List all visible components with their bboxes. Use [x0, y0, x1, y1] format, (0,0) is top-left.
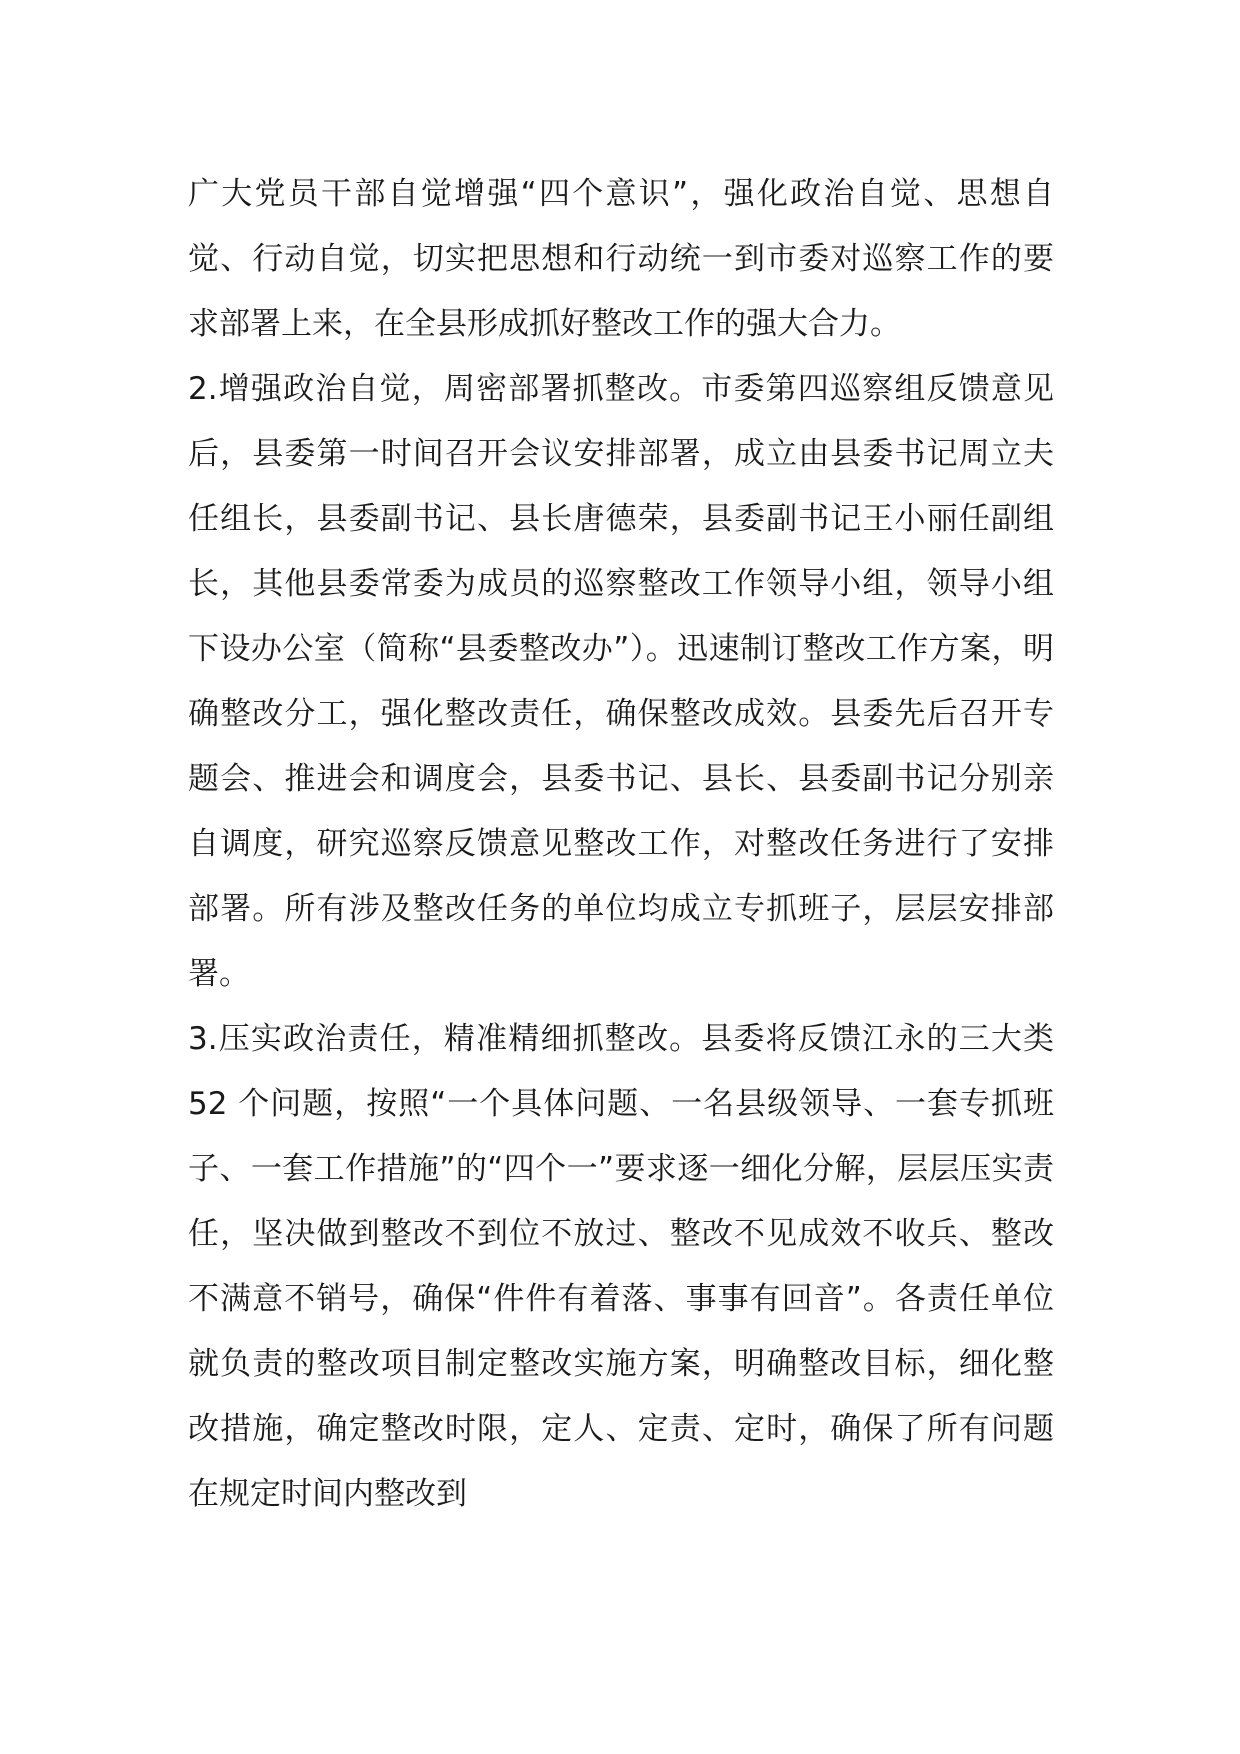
paragraph-item-3: 3.压实政治责任，精准精细抓整改。县委将反馈江永的三大类 52 个问题，按照“一个具体问题、一名县级领导、一套专抓班子、一套工作措施”的“四个一”要求逐一细化分解，层层压实责任，坚决做到整改不到位不放过、整改不见成效不收兵、整改不满意不销号，确保“件件有着落、事事有回音”。各责任单位就负责的整改项目制定整改实施方案，明确整改目标，细化整改措施，确定整改时限，定人、定责、定时，确保了所有问题在规定时间内整改到	[188, 1021, 1054, 1512]
document-body	[188, 162, 1054, 1527]
paragraph-item-2: 2.增强政治自觉，周密部署抓整改。市委第四巡察组反馈意见后，县委第一时间召开会议安排部署，成立由县委书记周立夫任组长，县委副书记、县长唐德荣，县委副书记王小丽任副组长，其他县委常委为成员的巡察整改工作领导小组，领导小组下设办公室（简称“县委整改办”）。迅速制订整改工作方案，明确整改分工，强化整改责任，确保整改成效。县委先后召开专题会、推进会和调度会，县委书记、县长、县委副书记分别亲自调度，研究巡察反馈意见整改工作，对整改任务进行了安排部署。所有涉及整改任务的单位均成立专抓班子，层层安排部署。	[188, 371, 1054, 992]
paragraph-continuation: 广大党员干部自觉增强“四个意识”，强化政治自觉、思想自觉、行动自觉，切实把思想和行动统一到市委对巡察工作的要求部署上来，在全县形成抓好整改工作的强大合力。	[188, 176, 1054, 342]
